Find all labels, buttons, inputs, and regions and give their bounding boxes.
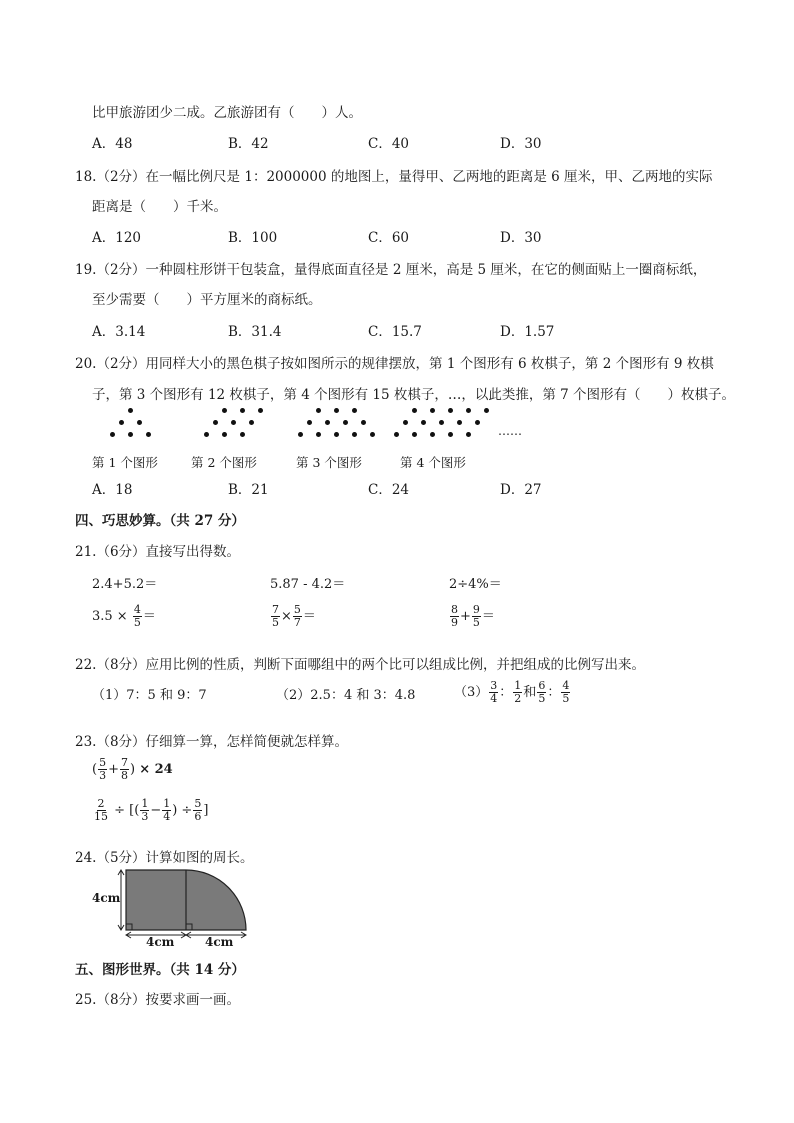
- section-4-heading: 四、巧思妙算。（共 27 分）: [75, 513, 245, 529]
- q20-option-c: C．24: [368, 482, 410, 498]
- q23-title: 23.（8分）仔细算一算，怎样简便就怎样算。: [75, 734, 349, 750]
- q20-figure-label-4: 第 4 个图形: [400, 455, 466, 470]
- q22-pair-2: （2）2.5：4 和 3：4.8: [276, 688, 416, 703]
- q17-option-b: B．42: [228, 136, 269, 152]
- q17-option-d: D．30: [500, 136, 542, 152]
- q18-line2: 距离是（ ）千米。: [92, 199, 227, 215]
- q20-line1: 20.（2分）用同样大小的黑色棋子按如图所示的规律摆放，第 1 个图形有 6 枚棋子，第 2 个图形有 9 枚棋: [75, 356, 714, 372]
- q23-expr-1: ( $\frac{5}{3}$ + $\frac{7}{8}$ ) × 24: [92, 756, 173, 782]
- q20-ellipsis: ……: [498, 424, 522, 438]
- q17-option-c: C．40: [368, 136, 410, 152]
- q21-expr-5: $\frac{7}{5}$ × $\frac{5}{7}$ ＝: [272, 603, 316, 629]
- q20-option-b: B．21: [228, 482, 269, 498]
- q20-option-a: A．18: [92, 482, 133, 498]
- q17-option-a: A．48: [92, 136, 133, 152]
- q20-figure-label-1: 第 1 个图形: [92, 455, 158, 470]
- q25-title: 25.（8分）按要求画一画。: [75, 992, 241, 1008]
- q23-expr-2: $\frac{2}{15}$ ÷ [( $\frac{1}{3}$ − $\frac{1}{4}$ ) ÷ $\frac{5}{6}$ ]: [94, 797, 209, 823]
- q19-line1: 19.（2分）一种圆柱形饼干包装盒，量得底面直径是 2 厘米，高是 5 厘米，在它的侧面贴上一圈商标纸，: [75, 262, 707, 278]
- q24-title: 24.（5分）计算如图的周长。: [75, 850, 254, 866]
- section-5-heading: 五、图形世界。（共 14 分）: [75, 962, 245, 978]
- q18-option-c: C．60: [368, 230, 410, 246]
- q20-figure-label-3: 第 3 个图形: [296, 455, 362, 470]
- q21-expr-6: $\frac{8}{9}$ + $\frac{9}{5}$ ＝: [451, 603, 495, 629]
- q21-expr-4: 3.5 × $\frac{4}{5}$ ＝: [92, 603, 156, 629]
- q19-option-b: B．31.4: [228, 324, 282, 340]
- q21-expr-3: 2÷4%＝: [449, 577, 502, 592]
- q24-width-left-label: 4cm: [146, 935, 175, 949]
- q22-pair-3: （3） $\frac{3}{4}$ ： $\frac{1}{2}$ 和 $\frac{6}{5}$ ： $\frac{4}{5}$: [454, 679, 570, 705]
- q18-option-a: A．120: [92, 230, 142, 246]
- q19-option-d: D．1.57: [500, 324, 555, 340]
- q24-width-right-label: 4cm: [205, 935, 234, 949]
- q22-title: 22.（8分）应用比例的性质，判断下面哪组中的两个比可以组成比例，并把组成的比例写出来。: [75, 657, 646, 673]
- q20-line2: 子，第 3 个图形有 12 枚棋子，第 4 个图形有 15 枚棋子，…，以此类推，第 7 个图形有（ ）枚棋子。: [92, 387, 736, 403]
- q24-height-label: 4cm: [92, 891, 121, 905]
- q18-option-b: B．100: [228, 230, 278, 246]
- q21-expr-1: 2.4+5.2＝: [92, 577, 158, 592]
- q22-pair-1: （1）7：5 和 9：7: [92, 688, 207, 703]
- q18-line1: 18.（2分）在一幅比例尺是 1：2000000 的地图上，量得甲、乙两地的距离是 6 厘米，甲、乙两地的实际: [75, 169, 713, 185]
- q19-option-a: A．3.14: [92, 324, 146, 340]
- q18-option-d: D．30: [500, 230, 542, 246]
- q17-text: 比甲旅游团少二成。乙旅游团有（ ）人。: [92, 105, 362, 121]
- q20-figure-label-2: 第 2 个图形: [191, 455, 257, 470]
- q21-title: 21.（6分）直接写出得数。: [75, 544, 241, 560]
- q19-line2: 至少需要（ ）平方厘米的商标纸。: [92, 292, 322, 308]
- q20-option-d: D．27: [500, 482, 542, 498]
- q21-expr-2: 5.87 - 4.2＝: [270, 577, 346, 592]
- q19-option-c: C．15.7: [368, 324, 422, 340]
